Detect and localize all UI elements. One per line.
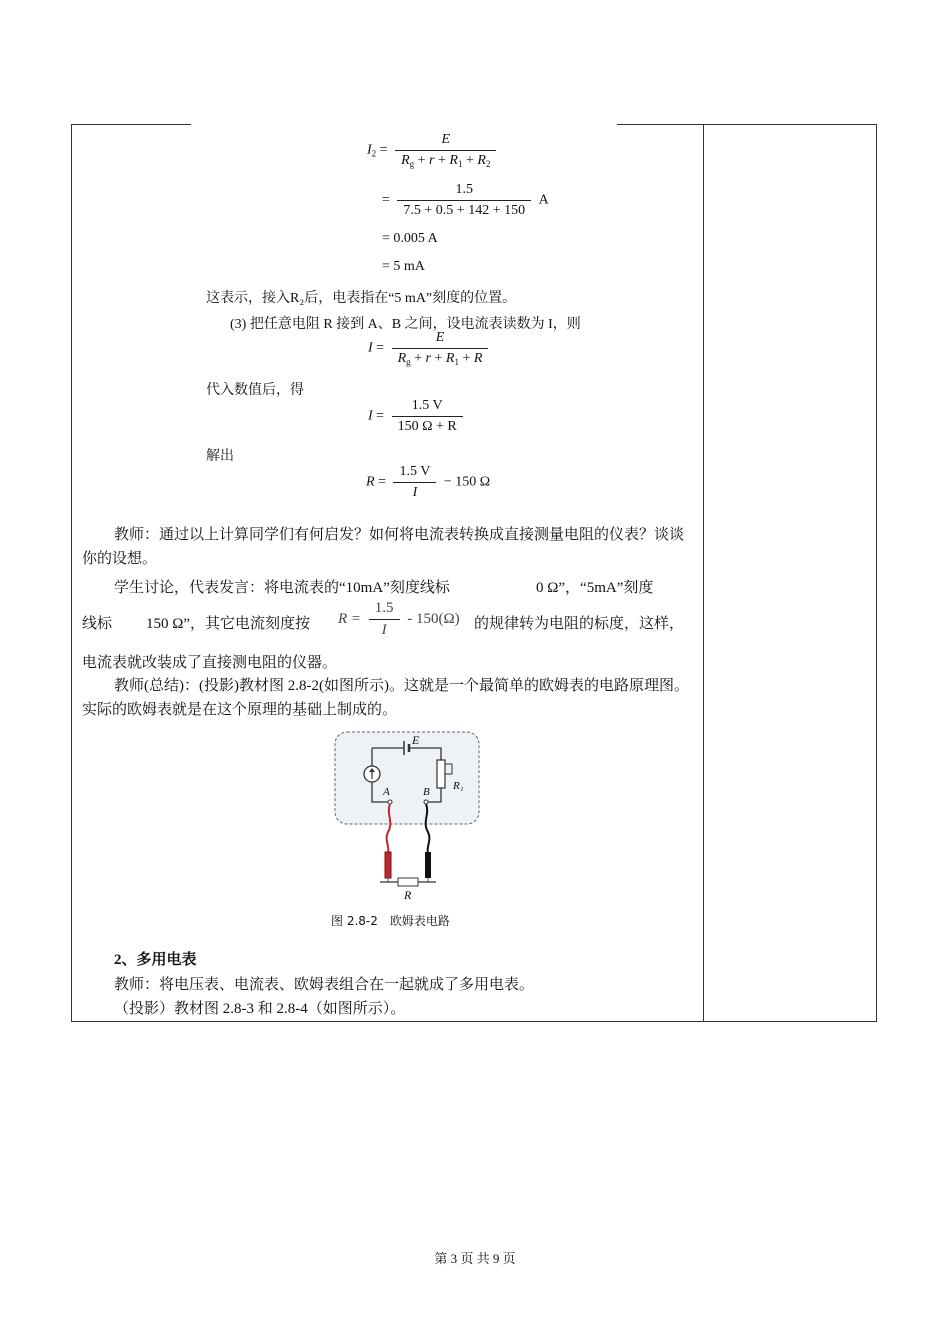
paragraph-projection: （投影）教材图 2.8-3 和 2.8-4（如图所示）。 <box>114 1001 406 1017</box>
text-line-1: 这表示，接入R₂后，电表指在“5 mA”刻度的位置。 <box>206 291 517 306</box>
equation-result-2: = 5 mA <box>382 259 425 274</box>
figure-label-r: R <box>404 888 412 902</box>
figure-label-e: E <box>412 733 420 747</box>
equation-numeric: = $\frac{1.5}{7.5 + 0.5 + 142 + 150}$ A <box>382 182 549 218</box>
equation-i2: $I_2$ = $\frac{E}{R_g + r + R_1 + R_2}$ <box>367 132 500 169</box>
paragraph-conclusion: 电流表就改装成了直接测电阻的仪器。 <box>82 655 338 671</box>
equation-i-value: I = $\frac{1.5 V}{150 \Omega + R}$ <box>368 398 467 435</box>
paragraph-teacher-question: 教师：通过以上计算同学们有何启发？如何将电流表转换成直接测量电阻的仪表？谈谈你的设想。 <box>82 527 685 567</box>
figure-caption: 图 2.8-2 欧姆表电路 <box>331 914 450 928</box>
formula-r-scale: R = $\frac{1.5}{I}$ - 150(Ω) <box>338 600 460 638</box>
terminal-a-icon <box>388 800 392 804</box>
fraction-i2: $\frac{E}{R_g + r + R_1 + R_2}$ <box>395 132 496 169</box>
figure-label-r1: R₁ <box>453 780 464 792</box>
text-line-2: (3) 把任意电阻 R 接到 A、B 之间，设电流表读数为 I，则 <box>230 317 581 332</box>
red-probe <box>385 852 391 878</box>
paragraph-discussion-1b: 0 Ω”，“5mA”刻度 <box>536 580 654 596</box>
terminal-b-icon <box>424 800 428 804</box>
variable-resistor-r1 <box>437 760 445 788</box>
equation-r: R = $\frac{1.5 V}{I}$ − 150 Ω <box>366 464 491 500</box>
paragraph-discussion-2b: 150 Ω”，其它电流刻度按 <box>146 616 311 632</box>
paragraph-discussion-2a: 线标 <box>82 616 113 632</box>
paragraph-multimeter: 教师：将电压表、电流表、欧姆表组合在一起就成了多用电表。 <box>114 977 535 993</box>
equation-result-1: = 0.005 A <box>382 231 438 246</box>
paragraph-discussion-1a: 学生讨论，代表发言：将电流表的“10mA”刻度线标 <box>114 580 450 596</box>
table-top-border-left <box>71 124 191 125</box>
paragraph-discussion-2c: 的规律转为电阻的标度，这样， <box>474 616 685 632</box>
equation-i: I = $\frac{E}{R_g + r + R_1 + R}$ <box>368 330 492 367</box>
external-resistor-r <box>398 878 418 886</box>
figure-label-a: A <box>383 786 390 798</box>
black-probe <box>425 852 431 878</box>
table-column-divider <box>703 124 704 1022</box>
figure-label-b: B <box>423 786 430 798</box>
section-heading-multimeter: 2、多用电表 <box>114 952 197 968</box>
text-line-3: 代入数值后，得 <box>206 383 304 398</box>
paragraph-teacher-summary: 教师(总结)：(投影)教材图 2.8-2(如图所示)。这就是一个最简单的欧姆表的电路原理图。实际的欧姆表就是在这个原理的基础上制成的。 <box>82 678 689 718</box>
page-footer: 第 3 页 共 9 页 <box>434 1251 516 1266</box>
table-top-border-right <box>617 124 877 125</box>
circuit-enclosure <box>335 732 479 824</box>
text-line-4: 解出 <box>206 449 234 464</box>
